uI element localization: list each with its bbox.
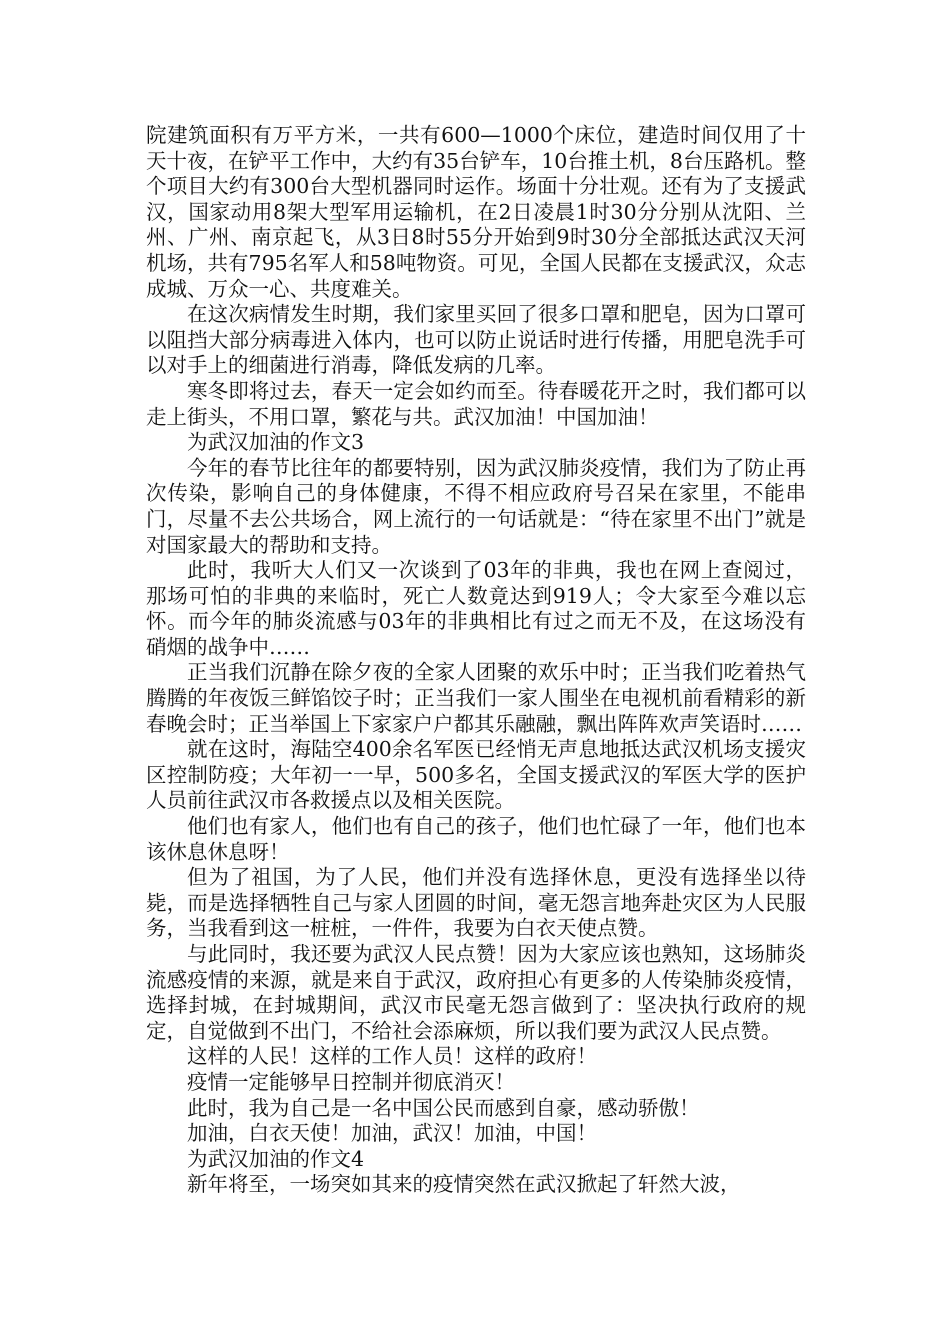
paragraph: 加油，白衣天使！加油，武汉！加油，中国！ xyxy=(187,1121,597,1146)
paragraph: 与此同时，我还要为武汉人民点赞！因为大家应该也熟知，这场肺炎流感疫情的来源，就是来自于武汉，政府担心有更多的人传染肺炎疫情，选择封城，在封城期间，武汉市民毫无怨言做到了：坚决执行政府的规定，自觉做到不出门，不给社会添麻烦，所以我们要为武汉人民点赞。 xyxy=(146,942,806,1043)
paragraph: 但为了祖国，为了人民，他们并没有选择休息，更没有选择坐以待毙，而是选择牺牲自己与家人团圆的时间，毫无怨言地奔赴灾区为人民服务，当我看到这一桩桩，一件件，我要为白衣天使点赞。 xyxy=(146,865,806,941)
document-page xyxy=(146,123,806,1198)
paragraph: 正当我们沉静在除夕夜的全家人团聚的欢乐中时；正当我们吃着热气腾腾的年夜饭三鲜馅饺子时；正当我们一家人围坐在电视机前看精彩的新春晚会时；正当举国上下家家户户都其乐融融，飘出阵阵欢声笑语时…… xyxy=(146,660,806,736)
essay-heading: 为武汉加油的作文4 xyxy=(187,1146,365,1171)
paragraph: 这样的人民！这样的工作人员！这样的政府！ xyxy=(187,1044,597,1069)
paragraph: 今年的春节比往年的都要特别，因为武汉肺炎疫情，我们为了防止再次传染，影响自己的身体健康，不得不相应政府号召呆在家里，不能串门，尽量不去公共场合，网上流行的一句话就是：“待在家里不出门”就是对国家最大的帮助和支持。 xyxy=(146,455,806,557)
paragraph: 寒冬即将过去，春天一定会如约而至。待春暖花开之时，我们都可以走上街头，不用口罩，繁花与共。武汉加油！中国加油！ xyxy=(146,378,806,429)
paragraph: 新年将至，一场突如其来的疫情突然在武汉掀起了轩然大波， xyxy=(187,1172,741,1197)
paragraph: 此时，我为自己是一名中国公民而感到自豪，感动骄傲！ xyxy=(187,1095,700,1120)
paragraph: 在这次病情发生时期，我们家里买回了很多口罩和肥皂，因为口罩可以阻挡大部分病毒进入体内，也可以防止说话时进行传播，用肥皂洗手可以对手上的细菌进行消毒，降低发病的几率。 xyxy=(146,302,806,378)
paragraph: 就在这时，海陆空400余名军医已经悄无声息地抵达武汉机场支援灾区控制防疫；大年初一一早，500多名，全国支援武汉的军医大学的医护人员前往武汉市各救援点以及相关医院。 xyxy=(146,737,806,813)
paragraph: 他们也有家人，他们也有自己的孩子，他们也忙碌了一年，他们也本该休息休息呀！ xyxy=(146,814,806,864)
paragraph: 此时，我听大人们又一次谈到了03年的非典，我也在网上查阅过，那场可怕的非典的来临时，死亡人数竟达到919人；令大家至今难以忘怀。而今年的肺炎流感与03年的非典相比有过之而无不及，在这场没有硝烟的战争中…… xyxy=(146,558,806,659)
paragraph-continuation: 院建筑面积有万平方米，一共有600—1000个床位，建造时间仅用了十天十夜，在铲平工作中，大约有35台铲车，10台推土机，8台压路机。整个项目大约有300台大型机器同时运作。场面十分壮观。还有为了支援武汉，国家动用8架大型军用运输机，在2日凌晨1时30分分别从沈阳、兰州、广州、南京起飞，从3日8时55分开始到9时30分全部抵达武汉天河机场，共有795名军人和58吨物资。可见，全国人民都在支援武汉，众志成城、万众一心、共度难关。 xyxy=(146,123,806,301)
essay-heading: 为武汉加油的作文3 xyxy=(187,430,365,455)
paragraph: 疫情一定能够早日控制并彻底消灭！ xyxy=(187,1069,515,1094)
